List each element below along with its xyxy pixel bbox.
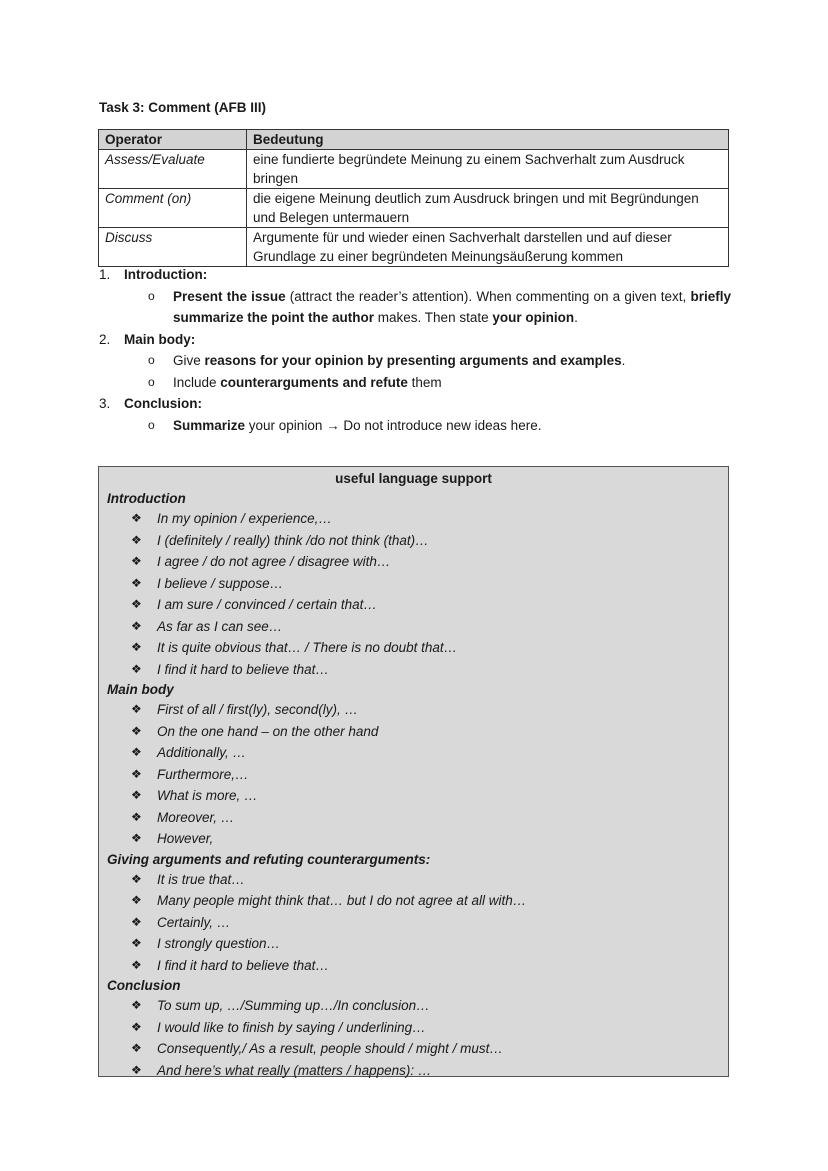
circle-bullet-icon: o [148,374,155,389]
diamond-bullet-icon: ❖ [131,998,142,1012]
outline-section-conclusion [99,393,731,415]
diamond-bullet-icon: ❖ [131,702,142,716]
phrase-list-item [99,955,728,977]
table-row [99,150,729,189]
diamond-bullet-icon: ❖ [131,1041,142,1055]
section-number: 1. [99,267,111,282]
phrase-list-item [99,742,728,764]
task-title: Task 3: Comment (AFB III) [99,100,267,115]
table-row [99,189,729,228]
phrase-list-item [99,508,728,530]
phrase-list-item [99,1038,728,1060]
phrase-list-item [99,616,728,638]
phrase-text: As far as I can see… [157,618,283,634]
outline-point [99,372,731,394]
meaning-cell: Argumente für und wieder einen Sachverhalt darstellen und auf dieser Grundlage zu einer begründeten Meinungsäußerung kommen [247,228,729,267]
bold-text: Summarize [173,417,246,433]
diamond-bullet-icon: ❖ [131,745,142,759]
phrase-text: I would like to finish by saying / underlining… [157,1019,426,1035]
phrase-text: Moreover, … [157,809,235,825]
language-support-box [98,466,729,1077]
phrase-text: I believe / suppose… [157,575,284,591]
diamond-bullet-icon: ❖ [131,788,142,802]
circle-bullet-icon: o [148,353,155,367]
phrase-text: I strongly question… [157,936,281,951]
phrase-text: Furthermore,… [157,766,249,782]
phrase-list-item [99,933,728,955]
text: Include [173,374,221,390]
circle-bullet-icon: o [148,288,155,303]
support-group-title: Main body [107,682,174,697]
phrase-list-item [99,995,728,1017]
phrase-list-item [99,1060,728,1082]
diamond-bullet-icon: ❖ [131,1062,142,1077]
phrase-text: What is more, … [157,788,258,803]
phrase-text: I find it hard to believe that… [157,957,329,973]
phrase-text: I (definitely / really) think /do not think (that)… [157,532,429,548]
phrase-text: And here’s what really (matters / happens): … [157,1062,432,1078]
outline-point [99,350,731,372]
structure-outline [99,264,731,436]
phrase-list-item [99,785,728,807]
phrase-list-item [99,807,728,829]
diamond-bullet-icon: ❖ [131,957,142,972]
outline-section-main-body [99,329,731,351]
phrase-text: I find it hard to believe that… [157,661,329,677]
phrase-list-item [99,659,728,681]
diamond-bullet-icon: ❖ [131,871,142,886]
text: . [621,353,626,368]
operator-cell: Comment (on) [99,189,247,228]
phrase-text: To sum up, …/Summing up…/In conclusion… [157,998,430,1013]
operator-table [98,129,729,267]
phrase-text: Certainly, … [157,914,231,930]
section-number: 3. [99,396,111,411]
phrase-list-item [99,869,728,891]
outline-point [99,415,731,437]
phrase-text: In my opinion / experience,… [157,511,332,526]
support-group-title: Giving arguments and refuting counterarguments: [107,851,431,867]
bold-text: counterarguments and refute [220,374,408,390]
diamond-bullet-icon: ❖ [131,640,142,654]
bold-text: your opinion [492,310,575,325]
diamond-bullet-icon: ❖ [131,766,142,781]
diamond-bullet-icon: ❖ [131,914,142,929]
diamond-bullet-icon: ❖ [131,511,142,525]
phrase-list-item [99,699,728,721]
support-group-title: Introduction [107,491,186,506]
circle-bullet-icon: o [148,417,155,432]
diamond-bullet-icon: ❖ [131,575,142,590]
diamond-bullet-icon: ❖ [131,809,142,824]
diamond-bullet-icon: ❖ [131,532,142,547]
phrase-list-item [99,1017,728,1039]
bold-text: briefly summarize the point the author [173,288,731,325]
text: them [407,374,442,390]
operator-cell: Assess/Evaluate [99,150,247,189]
phrase-list-item [99,573,728,595]
text: (attract the reader’s attention). When commenting on a given text, [285,288,691,304]
meaning-cell: eine fundierte begründete Meinung zu einem Sachverhalt zum Ausdruck bringen [247,150,729,189]
operator-cell: Discuss [99,228,247,267]
outline-section-introduction [99,264,731,286]
diamond-bullet-icon: ❖ [131,597,142,611]
phrase-list-item [99,594,728,616]
diamond-bullet-icon: ❖ [131,723,142,738]
diamond-bullet-icon: ❖ [131,831,142,845]
phrase-text: It is quite obvious that… / There is no doubt that… [157,640,458,655]
diamond-bullet-icon: ❖ [131,661,142,676]
table-row [99,228,729,267]
section-label: Introduction: [124,267,208,282]
outline-point [99,286,731,329]
header-meaning: Bedeutung [247,130,729,150]
phrase-text: I agree / do not agree / disagree with… [157,554,391,569]
phrase-list-item [99,721,728,743]
phrase-list-item [99,764,728,786]
support-group-title: Conclusion [107,978,181,993]
bold-text: reasons for your opinion by presenting arguments and examples [204,353,622,368]
support-heading: useful language support [335,471,492,486]
meaning-cell: die eigene Meinung deutlich zum Ausdruck bringen und mit Begründungen und Belegen untermauern [247,189,729,228]
diamond-bullet-icon: ❖ [131,618,142,633]
text: your opinion → Do not introduce new ideas here. [245,417,542,433]
section-label: Conclusion: [124,396,202,411]
section-number: 2. [99,331,111,347]
phrase-list-item [99,890,728,912]
phrase-list-item [99,530,728,552]
phrase-list-item [99,637,728,659]
diamond-bullet-icon: ❖ [131,893,142,907]
support-groups [99,489,728,1081]
text: Give [173,353,205,368]
text: . [574,310,578,325]
phrase-text: It is true that… [157,871,245,887]
text: makes. Then state [374,310,493,325]
table-header-row [99,130,729,150]
phrase-text: Many people might think that… but I do not agree at all with… [157,893,527,908]
phrase-text: Consequently,/ As a result, people should / might / must… [157,1041,503,1056]
phrase-text: First of all / first(ly), second(ly), … [157,702,359,717]
phrase-text: Additionally, … [157,745,247,760]
phrase-list-item [99,912,728,934]
phrase-text: I am sure / convinced / certain that… [157,597,377,612]
phrase-list-item [99,551,728,573]
phrase-list-item [99,828,728,850]
header-operator: Operator [99,130,247,150]
phrase-text: On the one hand – on the other hand [157,723,379,739]
diamond-bullet-icon: ❖ [131,936,142,950]
bold-text: Present the issue [173,288,286,304]
phrase-text: However, [157,831,214,846]
section-label: Main body: [124,331,196,347]
diamond-bullet-icon: ❖ [131,1019,142,1034]
diamond-bullet-icon: ❖ [131,554,142,568]
